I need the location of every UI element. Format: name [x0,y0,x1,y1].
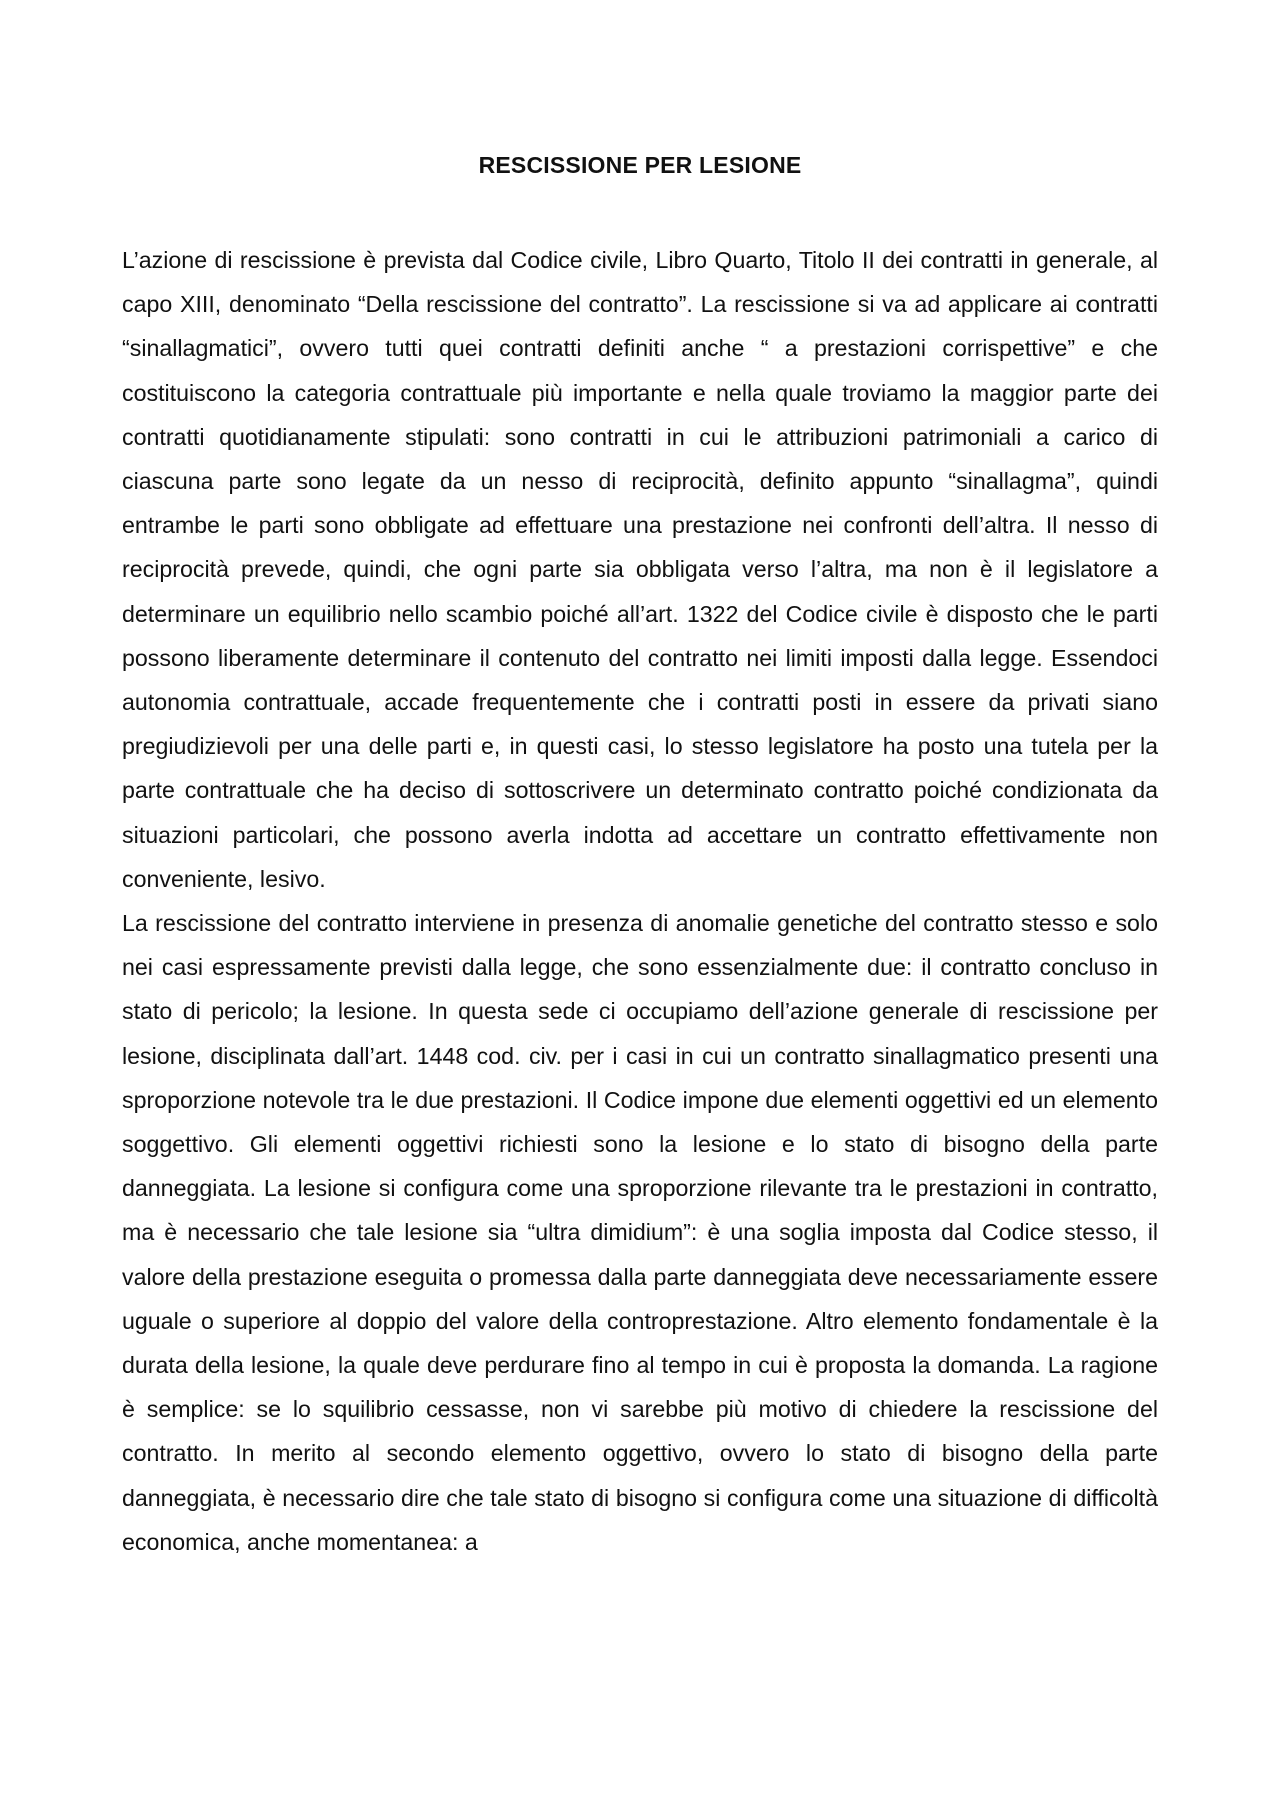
document-body [122,238,1158,1564]
paragraph-1: L’azione di rescissione è prevista dal Codice civile, Libro Quarto, Titolo II dei contratti in generale, al capo XIII, denominato “Della rescissione del contratto”. La rescissione si va ad applicare ai contratti “sinallagmatici”, ovvero tutti quei contratti definiti anche “ a prestazioni corrispettive” e che costituiscono la categoria contrattuale più importante e nella quale troviamo la maggior parte dei contratti quotidianamente stipulati: sono contratti in cui le attribuzioni patrimoniali a carico di ciascuna parte sono legate da un nesso di reciprocità, definito appunto “sinallagma”, quindi entrambe le parti sono obbligate ad effettuare una prestazione nei confronti dell’altra. Il nesso di reciprocità prevede, quindi, che ogni parte sia obbligata verso l’altra, ma non è il legislatore a determinare un equilibrio nello scambio poiché all’art. 1322 del Codice civile è disposto che le parti possono liberamente determinare il contenuto del contratto nei limiti imposti dalla legge. Essendoci autonomia contrattuale, accade frequentemente che i contratti posti in essere da privati siano pregiudizievoli per una delle parti e, in questi casi, lo stesso legislatore ha posto una tutela per la parte contrattuale che ha deciso di sottoscrivere un determinato contratto poiché condizionata da situazioni particolari, che possono averla indotta ad accettare un contratto effettivamente non conveniente, lesivo. [122,247,1158,892]
document-title: RESCISSIONE PER LESIONE [478,152,802,178]
paragraph-2: La rescissione del contratto interviene in presenza di anomalie genetiche del contratto stesso e solo nei casi espressamente previsti dalla legge, che sono essenzialmente due: il contratto concluso in stato di pericolo; la lesione. In questa sede ci occupiamo dell’azione generale di rescissione per lesione, disciplinata dall’art. 1448 cod. civ. per i casi in cui un contratto sinallagmatico presenti una sproporzione notevole tra le due prestazioni. Il Codice impone due elementi oggettivi ed un elemento soggettivo. Gli elementi oggettivi richiesti sono la lesione e lo stato di bisogno della parte danneggiata. La lesione si configura come una sproporzione rilevante tra le prestazioni in contratto, ma è necessario che tale lesione sia “ultra dimidium”: è una soglia imposta dal Codice stesso, il valore della prestazione eseguita o promessa dalla parte danneggiata deve necessariamente essere uguale o superiore al doppio del valore della controprestazione. Altro elemento fondamentale è la durata della lesione, la quale deve perdurare fino al tempo in cui è proposta la domanda. La ragione è semplice: se lo squilibrio cessasse, non vi sarebbe più motivo di chiedere la rescissione del contratto. In merito al secondo elemento oggettivo, ovvero lo stato di bisogno della parte danneggiata, è necessario dire che tale stato di bisogno si configura come una situazione di difficoltà economica, anche momentanea: a [122,910,1158,1555]
